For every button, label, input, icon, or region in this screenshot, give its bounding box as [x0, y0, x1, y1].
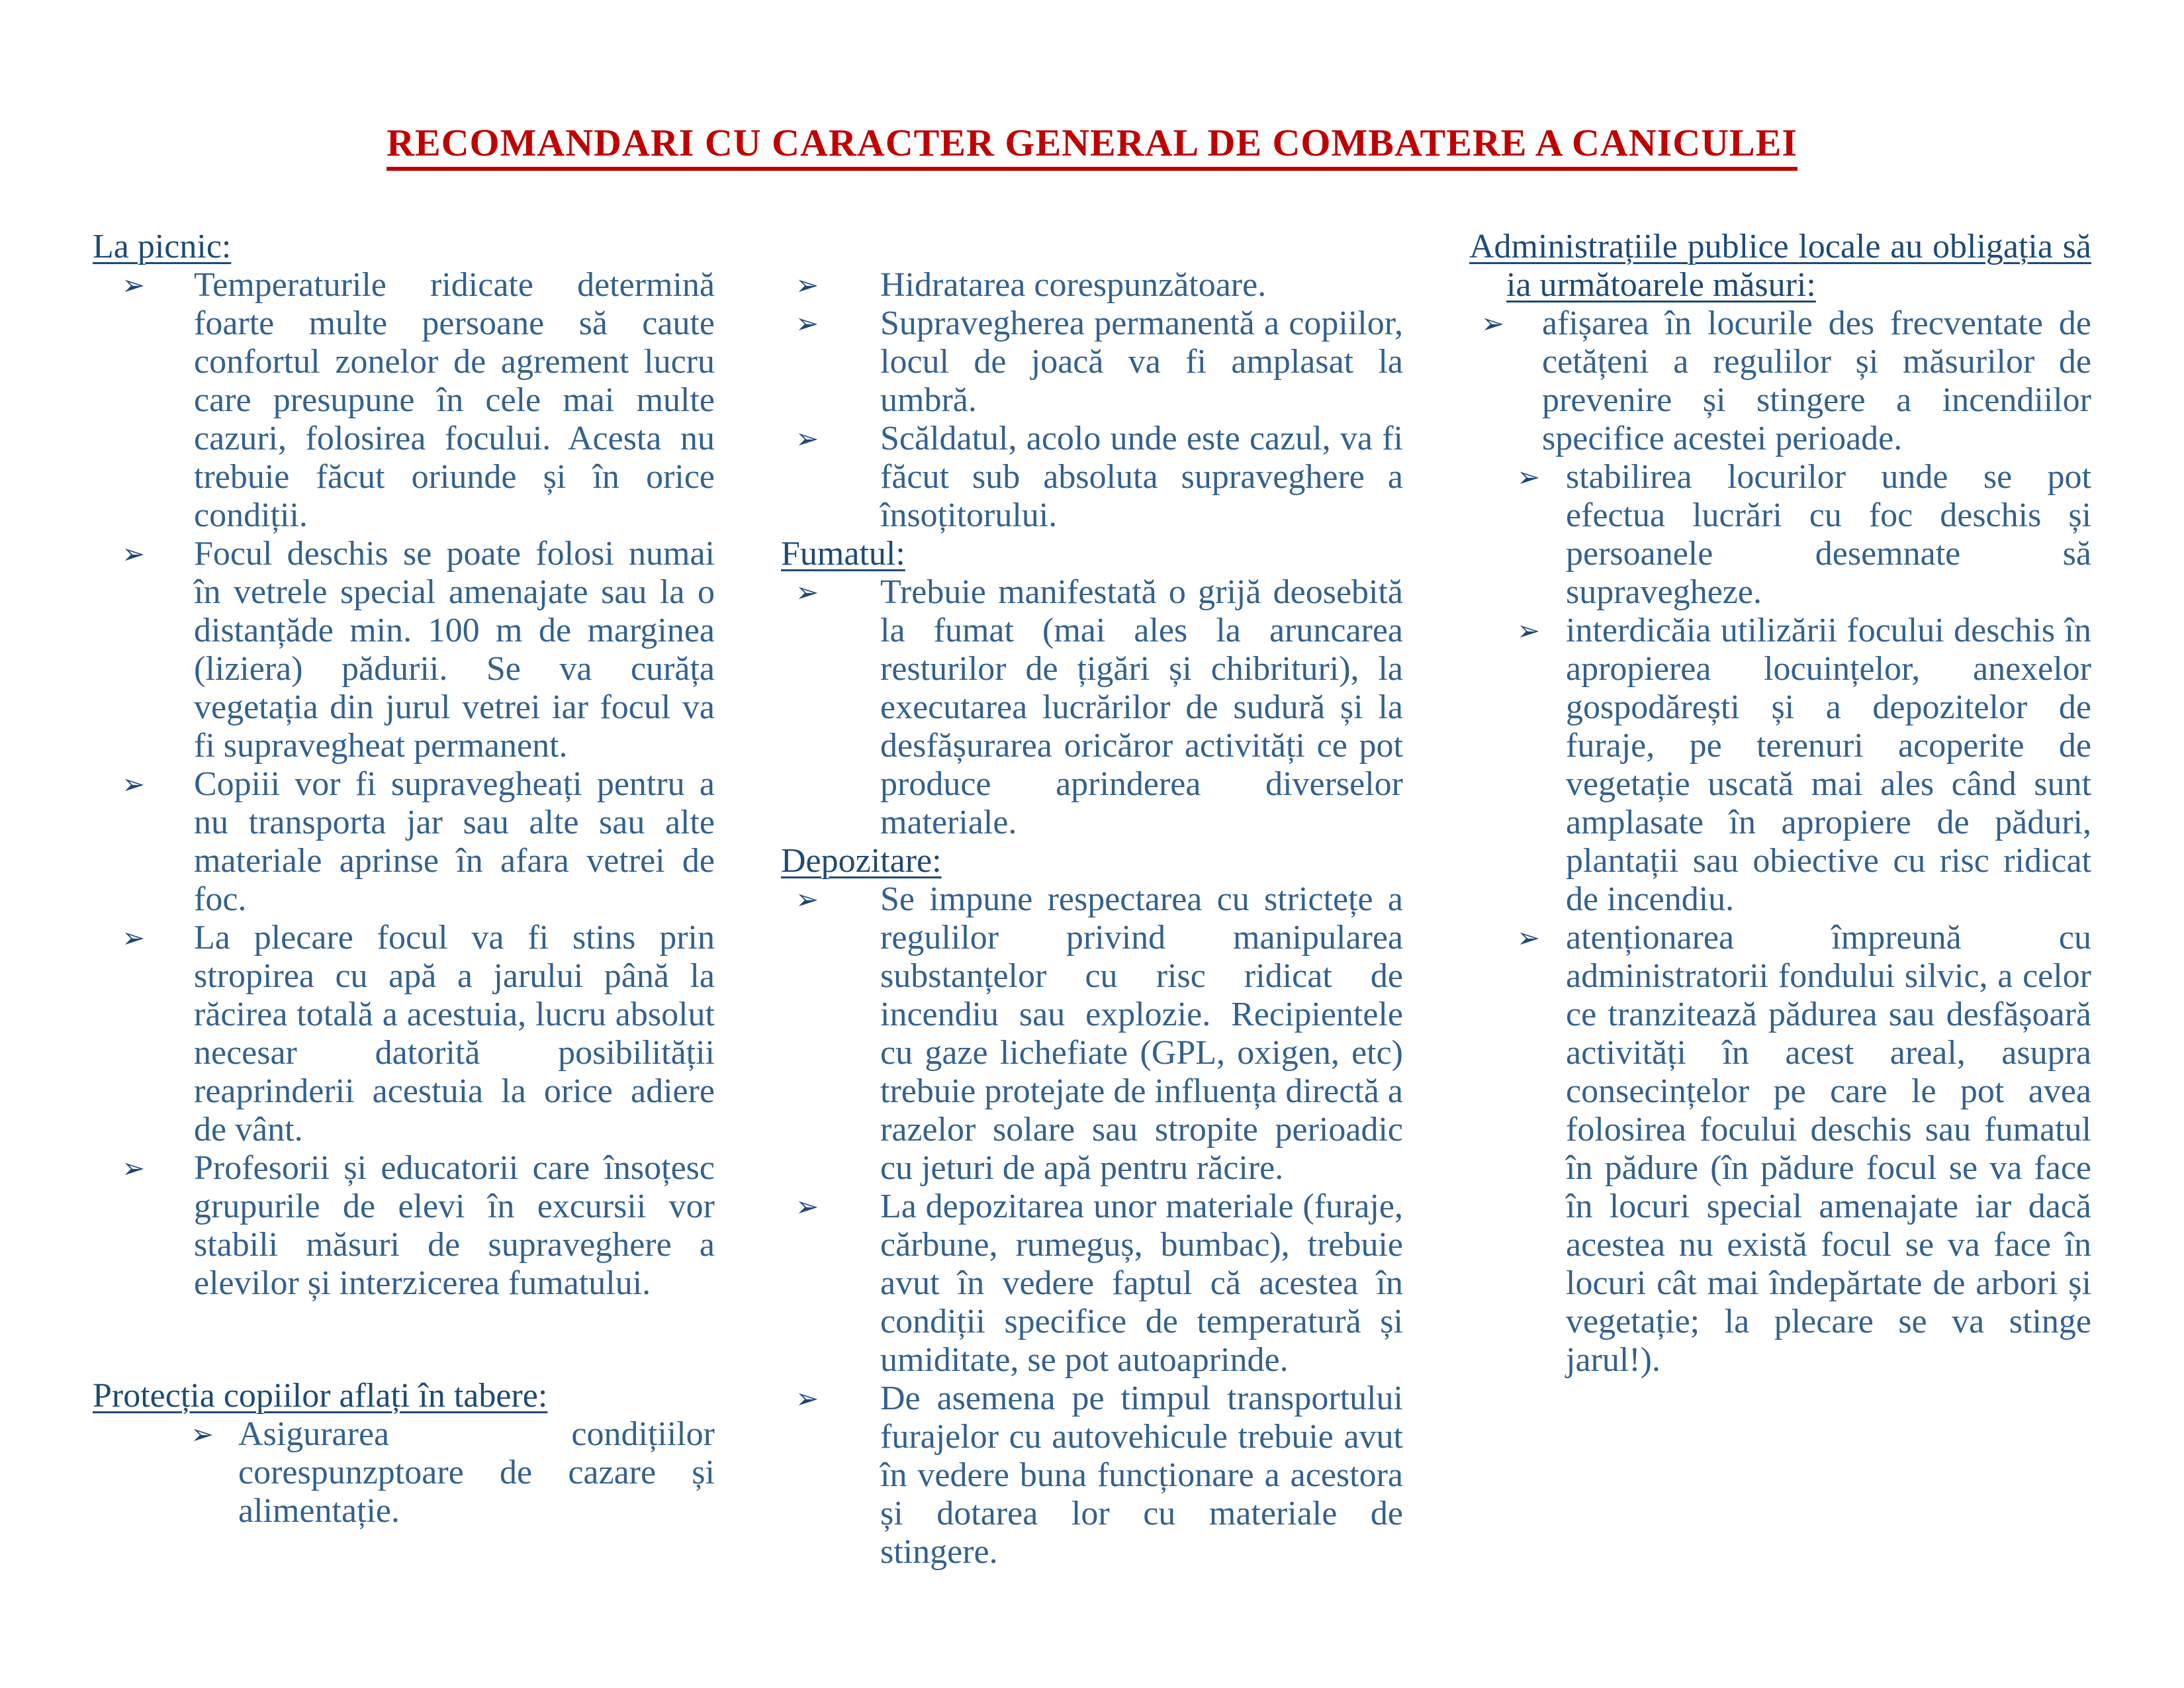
- bullet-item: [93, 266, 715, 535]
- column-fumatul-depozitare: [781, 228, 1403, 1571]
- arrow-bullet-icon: ➢: [122, 268, 146, 301]
- bullet-text: stabilirea locurilor unde se pot efectua lucrări cu foc deschis și persoanele desemnate să supravegheze.: [1566, 457, 2091, 611]
- arrow-bullet-icon: ➢: [796, 575, 819, 608]
- arrow-bullet-icon: ➢: [796, 1382, 819, 1415]
- arrow-bullet-icon: ➢: [796, 882, 819, 915]
- bullet-text: Trebuie manifestată o grijă deosebită la fumat (mai ales la aruncarea resturilor de țigări și chibrituri), la executarea lucrărilor de sudură și la desfășurarea oricăror activități ce pot produce aprinderea diverselor materiale.: [880, 573, 1403, 841]
- page-title: RECOMANDARI CU CARACTER GENERAL DE COMBATERE A CANICULEI: [387, 123, 1797, 171]
- bullet-text: Profesorii și educatorii care însoțesc grupurile de elevi în excursii vor stabili măsuri de supraveghere a elevilor și interzicerea fumatului.: [194, 1149, 715, 1302]
- arrow-bullet-icon: ➢: [1517, 614, 1541, 647]
- bullet-item: [93, 535, 715, 765]
- bullet-text: La depozitarea unor materiale (furaje, cărbune, rumeguș, bumbac), trebuie avut în vedere faptul că acestea în condiții specifice de temperatură și umiditate, se pot autoaprinde.: [880, 1187, 1403, 1379]
- arrow-bullet-icon: ➢: [796, 422, 819, 455]
- bullet-item: [781, 420, 1403, 535]
- section-heading: Depozitare:: [781, 841, 942, 880]
- bullet-text: Supravegherea permanentă a copiilor, locul de joacă va fi amplasat la umbră.: [880, 304, 1403, 419]
- arrow-bullet-icon: ➢: [1517, 460, 1541, 493]
- bullet-text: De asemena pe timpul transportului furajelor cu autovehicule trebuie avut în vedere buna funcționare a acestora și dotarea lor cu materiale de stingere.: [880, 1379, 1403, 1571]
- bullet-item: [781, 1380, 1403, 1571]
- arrow-bullet-icon: ➢: [1481, 306, 1505, 340]
- bullet-item: [93, 1415, 715, 1530]
- bullet-item: [1469, 612, 2091, 919]
- bullet-text: Se impune respectarea cu strictețe a regulilor privind manipularea substanțelor cu risc ridicat de incendiu sau explozie. Recipientele cu gaze lichefiate (GPL, oxigen, etc) trebuie protejate de influența directă a razelor solare sau stropite perioadic cu jeturi de apă pentru răcire.: [880, 880, 1403, 1187]
- section-heading: Protecția copiilor aflați în tabere:: [93, 1376, 548, 1415]
- arrow-bullet-icon: ➢: [122, 921, 146, 954]
- bullet-item: [781, 880, 1403, 1188]
- arrow-bullet-icon: ➢: [796, 268, 819, 301]
- bullet-text: La plecare focul va fi stins prin stropirea cu apă a jarului până la răcirea totală a acestuia, lucru absolut necesar datorită posibilității reaprinderii acestuia la orice adiere de vânt.: [194, 918, 715, 1149]
- three-column-body: [93, 228, 2091, 1571]
- section-heading: Fumatul:: [781, 534, 905, 573]
- bullet-item: [1469, 458, 2091, 612]
- bullet-item: [781, 266, 1403, 305]
- arrow-bullet-icon: ➢: [122, 1151, 146, 1184]
- bullet-text: Focul deschis se poate folosi numai în vetrele special amenajate sau la o distanțăde min. 100 m de marginea (liziera) pădurii. Se va curăța vegetația din jurul vetrei iar focul va fi supravegheat permanent.: [194, 534, 715, 765]
- arrow-bullet-icon: ➢: [122, 537, 146, 570]
- bullet-text: afișarea în locurile des frecventate de cetățeni a regulilor și măsurilor de prevenire și stingere a incendiilor specifice acestei perioade.: [1542, 304, 2091, 457]
- bullet-item: [781, 305, 1403, 420]
- arrow-bullet-icon: ➢: [1517, 921, 1541, 954]
- bullet-text: interdicăia utilizării focului deschis în apropierea locuințelor, anexelor gospodărești și a depozitelor de furaje, pe terenuri acoperite de vegetație uscată mai ales când sunt amplasate în apropiere de păduri, plantații sau obiective cu risc ridicat de incendiu.: [1566, 611, 2091, 918]
- bullet-text: Copiii vor fi supravegheați pentru a nu transporta jar sau alte sau alte materiale aprinse în afara vetrei de foc.: [194, 765, 715, 918]
- bullet-item: [1469, 305, 2091, 458]
- arrow-bullet-icon: ➢: [796, 306, 819, 340]
- bullet-item: [1469, 919, 2091, 1380]
- bullet-text: Hidratarea corespunzătoare.: [880, 265, 1267, 304]
- column-la-picnic: [93, 228, 715, 1530]
- bullet-item: [93, 1149, 715, 1303]
- title-row: [93, 123, 2091, 171]
- bullet-text: atenționarea împreună cu administratorii fondului silvic, a celor ce tranzitează pădurea sau desfășoară activități în acest areal, asupra consecințelor pe care le pot avea folosirea focului deschis sau fumatul în pădure (în pădure focul se va face în locuri special amenajate iar dacă acestea nu există focul se va face în locuri cât mai îndepărtate de arbori și vegetație; la plecare se va stinge jarul!).: [1566, 918, 2091, 1379]
- bullet-item: [781, 573, 1403, 842]
- section-heading: Administrațiile publice locale au obligația să ia următoarele măsuri:: [1469, 227, 2091, 304]
- bullet-text: Temperaturile ridicate determină foarte multe persoane să caute confortul zonelor de agrement lucru care presupune în cele mai multe cazuri, folosirea focului. Acesta nu trebuie făcut oriunde și în orice condiții.: [194, 265, 715, 534]
- bullet-text: Scăldatul, acolo unde este cazul, va fi făcut sub absoluta supraveghere a însoțitorului.: [880, 419, 1403, 534]
- bullet-item: [93, 919, 715, 1149]
- arrow-bullet-icon: ➢: [191, 1417, 214, 1450]
- column-administratii-publice: [1469, 228, 2091, 1380]
- bullet-item: [781, 1188, 1403, 1380]
- bullet-item: [93, 765, 715, 919]
- arrow-bullet-icon: ➢: [122, 767, 146, 800]
- section-heading: La picnic:: [93, 227, 232, 265]
- arrow-bullet-icon: ➢: [796, 1190, 819, 1223]
- bullet-text: Asigurarea condițiilor corespunzptoare de cazare și alimentație.: [238, 1415, 715, 1530]
